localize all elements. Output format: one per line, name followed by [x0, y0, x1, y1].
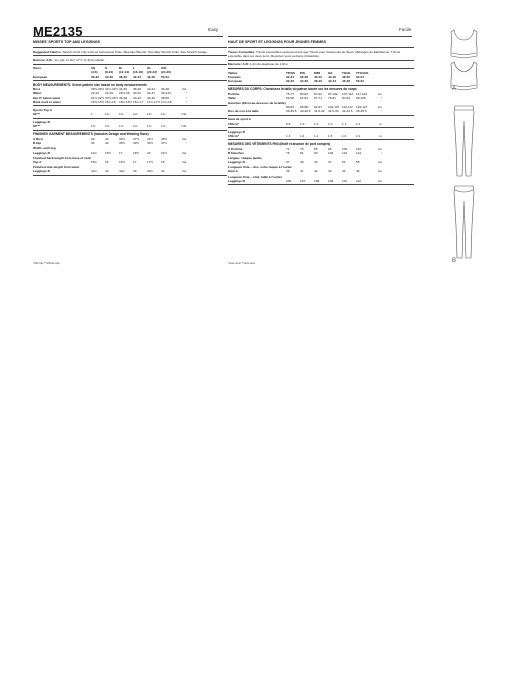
value-cell: 56-58: [286, 95, 294, 100]
value-cell: 16½: [119, 159, 126, 164]
value-cell: 24-25: [105, 91, 113, 96]
value-cell: 33½: [119, 137, 126, 142]
value-cell: 17¾-18: [161, 99, 172, 104]
unit-cell: cm: [377, 91, 382, 96]
value-cell: (4-6): [91, 70, 98, 75]
value-cell: 17¼-17½: [147, 99, 161, 104]
value-cell: 1.4: [300, 133, 305, 138]
value-cell: 38-40: [119, 74, 127, 79]
table-row: [33, 124, 227, 128]
section-heading: Largeur, chaque jambe: [228, 155, 262, 160]
value-cell: 42-44: [328, 78, 336, 83]
value-cell: 45½: [161, 137, 168, 142]
row-label: Bust: [33, 87, 40, 92]
value-cell: 30-32: [133, 91, 141, 96]
value-cell: 110: [342, 178, 347, 183]
value-cell: 43: [328, 169, 332, 174]
value-cell: 75-77: [286, 91, 294, 96]
table-row: [33, 112, 227, 116]
level-en: Easy: [208, 27, 219, 32]
section-heading: Width, each leg: [33, 146, 56, 151]
value-cell: 31½-32½: [91, 95, 105, 100]
value-cell: 17: [133, 159, 137, 164]
leggings-back-drawing: [454, 186, 474, 258]
value-cell: 44-46: [147, 95, 155, 100]
fabrics-label: Suggested Fabrics:: [33, 49, 62, 54]
divider: [228, 60, 414, 61]
value-cell: 15½: [105, 150, 112, 155]
value-cell: 43: [314, 160, 318, 165]
value-cell: 41: [300, 169, 304, 174]
section-heading: Leggings B: [33, 120, 50, 125]
value-cell: 37½: [133, 137, 140, 142]
english-column: [33, 40, 227, 177]
value-cell: 16¼-16½: [119, 99, 133, 104]
value-cell: 76: [286, 150, 290, 155]
row-label: Leggings B: [33, 169, 50, 174]
value-cell: 85: [314, 146, 318, 151]
notions-en: [33, 58, 227, 62]
section-heading: Finished back length from base of neck: [33, 155, 92, 160]
unit-cell: Ins.: [182, 169, 187, 174]
value-cell: 48-50: [342, 74, 350, 79]
table-row: [228, 169, 414, 173]
value-cell: 42-44: [133, 74, 141, 79]
european-size-row: [228, 79, 414, 83]
fabrics-text: Tricots extensibles seulement tels que Tricots pour Vêtements de Sport, Mélanges de Élasthanne, Tricots extensible dans les deux sens. Reportez-vous au barre d'élasticité.: [228, 49, 401, 58]
value-cell: 108: [314, 178, 320, 183]
table-row: [33, 141, 227, 145]
value-cell: 105: [342, 146, 348, 151]
value-cell: 18: [161, 159, 165, 164]
garment-illustrations: [444, 26, 484, 276]
unit-cell: cm: [377, 178, 382, 183]
table-row: [33, 151, 227, 155]
section-heading: Haut de sport A: [228, 117, 251, 122]
divider: [33, 55, 227, 56]
value-cell: 39½: [133, 141, 140, 146]
value-cell: 97-102: [328, 91, 338, 96]
header-rule-en: [33, 36, 223, 37]
row-label: 150cm*: [228, 121, 239, 126]
value-cell: 51: [342, 160, 346, 165]
value-cell: 45-45.5: [356, 109, 367, 114]
value-cell: 1⅛: [133, 111, 138, 116]
value-cell: 31½-32½: [105, 87, 119, 92]
divider: [228, 47, 414, 48]
section-heading: Longueur finie – dos, votre nuque à l'ourlet: [228, 165, 292, 170]
value-cell: 81: [300, 150, 304, 155]
value-cell: 1⅛: [119, 111, 124, 116]
value-cell: 1.3: [286, 133, 291, 138]
unit-cell: Ins.: [182, 150, 187, 155]
value-cell: 95: [328, 146, 332, 151]
row-label: Leggings B: [33, 150, 50, 155]
footnote-fr: *avec sens **sans sens: [228, 262, 256, 265]
table-row: [228, 109, 414, 113]
unit-cell: Ins.: [182, 159, 187, 164]
row-label: A Poitrine: [228, 146, 243, 151]
notions-text: 1.2m de élastique de 1.3cm.: [249, 62, 289, 67]
row-label: Waist: [33, 91, 42, 96]
value-cell: 39: [286, 169, 290, 174]
divider: [33, 47, 227, 48]
value-cell: 44: [342, 169, 346, 174]
value-cell: 87-94: [342, 95, 350, 100]
divider: [33, 64, 227, 65]
value-cell: 30-32: [286, 78, 294, 83]
size-table-fr: [228, 71, 414, 186]
fabrics-en: [33, 50, 227, 54]
value-cell: 15½-15½: [91, 99, 105, 104]
value-cell: 1⅝: [161, 124, 166, 129]
unit-cell: Ins.: [182, 87, 187, 92]
unit-cell: cm: [377, 169, 382, 174]
value-cell: 80-83: [286, 105, 294, 110]
value-cell: 71: [286, 146, 290, 151]
value-cell: 42¼: [119, 169, 126, 174]
value-cell: 92-97: [314, 105, 322, 110]
divider: [228, 68, 414, 69]
figure-label-b: B: [452, 258, 457, 264]
value-cell: M/M: [314, 70, 321, 75]
value-cell: XXL: [161, 66, 168, 71]
value-cell: 80-83: [300, 91, 308, 96]
divider: [228, 85, 414, 86]
row-label: Tailles: [228, 70, 238, 75]
unit-cell: ": [380, 150, 382, 155]
row-label: Leggings B: [228, 160, 245, 165]
value-cell: 107-112: [342, 91, 354, 96]
row-label: Taille: [228, 95, 236, 100]
divider: [228, 115, 414, 116]
value-cell: 116: [356, 146, 361, 151]
value-cell: 1.1: [356, 121, 361, 126]
value-cell: M: [119, 66, 122, 71]
value-cell: 44-46: [328, 74, 336, 79]
value-cell: 42-44: [147, 87, 155, 92]
value-cell: 85-88: [300, 105, 308, 110]
value-cell: 41.5-42: [314, 109, 325, 114]
section-heading: Longueur finie – côté, taille à l'ourlet: [228, 174, 282, 179]
figure-label-a: A: [452, 86, 457, 92]
unit-cell: Ins.: [182, 137, 187, 142]
value-cell: 47½: [161, 141, 168, 146]
value-cell: S: [105, 66, 108, 71]
value-cell: 40-40.5: [300, 109, 311, 114]
value-cell: 1⅛: [161, 111, 166, 116]
section-heading: BODY MEASUREMENTS: Select pattern size based on body measurements: [33, 82, 147, 87]
section-heading: Sports Top A: [33, 107, 53, 112]
leggings-front-drawing: [454, 106, 474, 176]
value-cell: 50-52: [356, 78, 364, 83]
value-cell: 46: [356, 169, 360, 174]
unit-cell: ": [185, 91, 187, 96]
row-label: Sizes: [33, 66, 41, 71]
value-cell: 35½: [119, 141, 126, 146]
table-row: [33, 160, 227, 164]
value-cell: 16¾-17: [133, 99, 144, 104]
value-cell: 44-44.5: [342, 109, 353, 114]
header-rule-fr: [228, 36, 412, 37]
value-cell: 30: [105, 137, 109, 142]
unit-cell: cm: [377, 105, 382, 110]
notions-text: 1¼ yds. (1.2m) of ½" (1.3cm) elastic.: [54, 57, 105, 62]
value-cell: 1½: [105, 124, 110, 129]
value-cell: (24-26): [161, 70, 171, 75]
divider: [33, 175, 227, 176]
value-cell: (8-10): [105, 70, 114, 75]
value-cell: 17½: [147, 159, 154, 164]
row-label: 60"**: [33, 111, 41, 116]
notions-label: Notions: A,B -: [33, 57, 54, 62]
unit-cell: Yds.: [180, 124, 187, 129]
value-cell: 38-40: [133, 87, 141, 92]
value-cell: 42: [314, 169, 318, 174]
footnote-en: *with nap **without nap: [33, 262, 60, 265]
value-cell: 107: [300, 178, 306, 183]
value-cell: 46-48: [147, 74, 155, 79]
value-cell: 39: [300, 160, 304, 165]
value-cell: 46-48: [161, 87, 169, 92]
value-cell: 41½: [147, 137, 154, 142]
fabrics-label: Tissus Conseillés:: [228, 49, 256, 54]
value-cell: 43½: [147, 141, 154, 146]
size-table-en: [33, 66, 227, 175]
french-column: [228, 40, 414, 187]
value-cell: 15¼: [91, 159, 98, 164]
divider: [228, 184, 414, 185]
row-label: Back neck to waist: [33, 99, 61, 104]
value-cell: L: [133, 66, 135, 71]
value-cell: 22-23: [91, 91, 99, 96]
row-label: European: [228, 78, 243, 83]
value-cell: 34-37: [147, 91, 155, 96]
table-row: [228, 134, 414, 138]
notions-label: Mercerie: A,B:: [228, 62, 249, 67]
value-cell: 90: [314, 150, 318, 155]
value-cell: 76-81: [328, 95, 336, 100]
value-cell: 1.5: [328, 133, 333, 138]
value-cell: 43¾: [147, 169, 154, 174]
value-cell: 48-50: [161, 95, 169, 100]
value-cell: 38-40: [314, 78, 322, 83]
divider: [33, 118, 227, 119]
value-cell: 105: [286, 178, 292, 183]
row-label: European: [33, 74, 48, 79]
table-row: [228, 160, 414, 164]
value-cell: 32-34: [286, 74, 294, 79]
unit-cell: ": [185, 141, 187, 146]
value-cell: 34-36: [105, 74, 113, 79]
unit-cell: cm: [377, 146, 382, 151]
value-cell: 102-107: [328, 105, 340, 110]
value-cell: 112-117: [342, 105, 353, 110]
value-cell: 117-122: [356, 91, 368, 96]
value-cell: 29½-30½: [91, 87, 105, 92]
unit-cell: m: [379, 133, 382, 138]
row-label: Top A: [33, 159, 42, 164]
pattern-code: ME2135: [33, 24, 83, 39]
row-label: B Hanches: [228, 150, 244, 155]
section-heading: Finished side length from waist: [33, 164, 80, 169]
value-cell: 37: [286, 160, 290, 165]
row-label: Haut A: [228, 169, 238, 174]
section-heading: Leggings B: [228, 129, 245, 134]
row-label: B Hip: [33, 141, 42, 146]
value-cell: TTG/XXL: [356, 70, 370, 75]
value-cell: 43: [133, 169, 137, 174]
value-cell: XL: [147, 66, 151, 71]
unit-cell: m: [379, 121, 382, 126]
section-heading: MESURES DES VÊTEMENTS FINI (Motif et aisance de port compris): [228, 141, 331, 146]
value-cell: 99-105: [356, 95, 366, 100]
title-en: MISSES' SPORTS TOP AND LEGGINGS: [33, 40, 101, 44]
row-label: Dos du cou à la taille: [228, 109, 259, 114]
value-cell: 15¾-16: [105, 99, 116, 104]
value-cell: 122-127: [356, 105, 368, 110]
sports-top-drawing: [451, 30, 477, 58]
value-cell: (20-22): [147, 70, 157, 75]
value-cell: 42: [105, 169, 109, 174]
divider: [33, 105, 227, 106]
value-cell: 1⅛: [105, 111, 110, 116]
value-cell: 20: [147, 150, 151, 155]
divider: [228, 139, 414, 140]
value-cell: 39-39.5: [286, 109, 297, 114]
value-cell: 42.5-43: [328, 109, 339, 114]
value-cell: 0.9: [286, 121, 291, 126]
value-cell: 1.0: [314, 121, 319, 126]
value-cell: 52-54: [356, 74, 364, 79]
value-cell: 1: [91, 111, 93, 116]
value-cell: TG/XL: [342, 70, 352, 75]
table-row: [228, 96, 414, 100]
value-cell: 32: [105, 141, 109, 146]
value-cell: 1.0: [328, 121, 333, 126]
value-cell: 1.0: [300, 121, 305, 126]
value-cell: 40-42: [133, 95, 141, 100]
fabrics-text: Stretch Knits only such as Activewear Knits, Spandex Blends, Two-Way Stretch Knits. See Stretch Gauge.: [62, 49, 208, 54]
row-label: Leggings B: [228, 178, 245, 183]
title-fr: HAUT DE SPORT ET LEGGINGS POUR JEUNES FEMMES: [228, 40, 327, 44]
value-cell: 41¼: [91, 169, 98, 174]
row-label: Français: [228, 74, 241, 79]
table-row: [228, 179, 414, 183]
value-cell: 47: [328, 160, 332, 165]
value-cell: 17: [119, 150, 123, 155]
value-cell: 76: [300, 146, 304, 151]
value-cell: 30: [91, 141, 95, 146]
divider: [228, 127, 414, 128]
value-cell: 26½-28: [119, 91, 130, 96]
divider: [33, 80, 227, 81]
section-heading: FINISHED GARMENT MEASUREMENTS (Includes Design and Wearing Ease): [33, 132, 149, 137]
value-cell: TP/XS: [286, 70, 295, 75]
value-cell: 21½: [161, 150, 168, 155]
value-cell: 1⅝: [133, 124, 138, 129]
level-fr: Facile: [399, 27, 412, 32]
value-cell: 61-64: [300, 95, 308, 100]
value-cell: 1⅝: [147, 124, 152, 129]
table-row: [33, 169, 227, 173]
row-label: 60"**: [33, 124, 41, 129]
value-cell: 2.1: [356, 133, 361, 138]
value-cell: (12-14): [119, 70, 129, 75]
row-label: A Bust: [33, 137, 43, 142]
value-cell: 46-48: [342, 78, 350, 83]
value-cell: 121: [356, 150, 362, 155]
unit-cell: cm: [377, 160, 382, 165]
value-cell: 16: [105, 159, 109, 164]
divider: [33, 130, 227, 131]
notions-fr: [228, 62, 414, 66]
value-cell: 44: [161, 169, 165, 174]
row-label: Poitrine: [228, 91, 240, 96]
unit-cell: Yds.: [180, 111, 187, 116]
section-heading: MESURES DU CORPS: Choisissez la taille du patron basée sur les mesures du corps: [228, 87, 357, 91]
value-cell: 1.1: [342, 121, 347, 126]
value-cell: 33½-34½: [105, 95, 119, 100]
european-size-row: [33, 75, 227, 79]
value-cell: 1.4: [314, 133, 319, 138]
value-cell: XS: [91, 66, 96, 71]
value-cell: 1⅝: [119, 124, 124, 129]
value-cell: 34-36: [300, 78, 308, 83]
value-cell: 18½: [133, 150, 140, 155]
value-cell: 34-36: [119, 87, 127, 92]
value-cell: 36-38: [119, 95, 127, 100]
value-cell: (16-18): [133, 70, 143, 75]
row-label: Hip 9" below waist: [33, 95, 61, 100]
value-cell: 109: [328, 178, 334, 183]
row-label: 150cm*: [228, 133, 239, 138]
table-row: [33, 100, 227, 104]
value-cell: 14¼: [91, 150, 98, 155]
value-cell: 67-71: [314, 95, 322, 100]
value-cell: 39-41½: [161, 91, 172, 96]
value-cell: 87-92: [314, 91, 322, 96]
value-cell: 55: [356, 160, 360, 165]
unit-cell: ": [380, 95, 382, 100]
value-cell: 112: [356, 178, 361, 183]
value-cell: 28: [91, 137, 95, 142]
value-cell: 36-38: [300, 74, 308, 79]
value-cell: 50-52: [161, 74, 169, 79]
unit-cell: ": [185, 99, 187, 104]
unit-cell: ": [185, 95, 187, 100]
value-cell: 40-42: [314, 74, 322, 79]
value-cell: 110: [342, 150, 347, 155]
value-cell: P/S: [300, 70, 305, 75]
unit-cell: ": [380, 109, 382, 114]
value-cell: 1.6: [342, 133, 347, 138]
fabrics-fr: [228, 50, 414, 59]
section-heading: Hanches (23cm au-dessous de la taille): [228, 100, 286, 105]
table-row: [228, 122, 414, 126]
table-row: [228, 151, 414, 155]
value-cell: 1½: [91, 124, 96, 129]
value-cell: 100: [328, 150, 334, 155]
value-cell: 1⅛: [147, 111, 152, 116]
value-cell: G/L: [328, 70, 334, 75]
value-cell: 30-32: [91, 74, 99, 79]
